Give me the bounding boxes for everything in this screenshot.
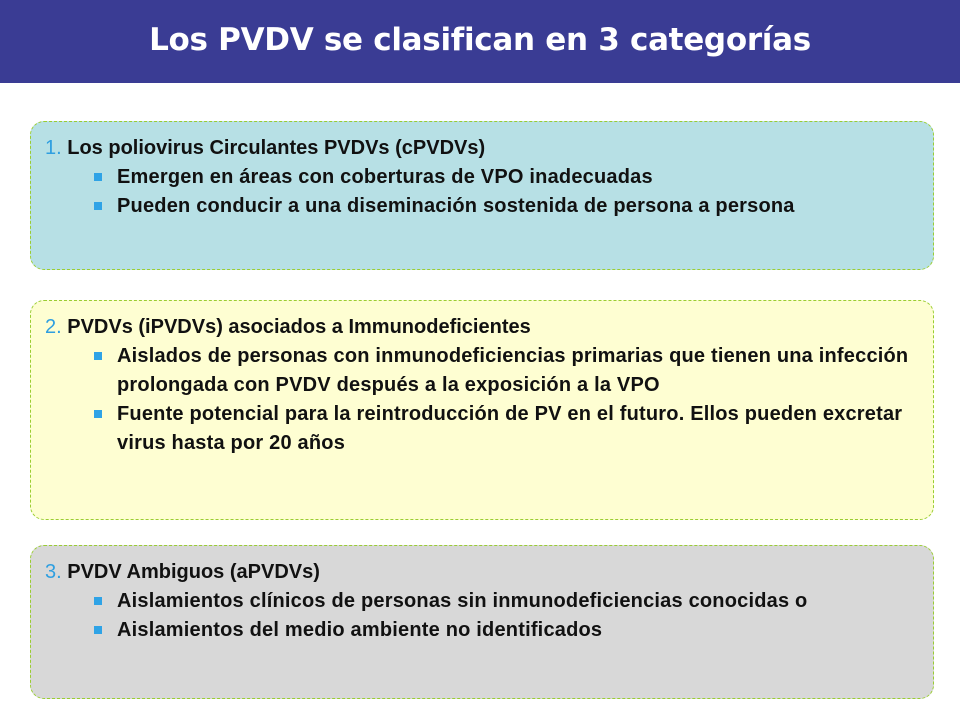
bullet-text: Aislamientos del medio ambiente no identificados	[117, 619, 603, 641]
square-bullet-icon	[94, 597, 102, 605]
category-panel-circulating	[30, 121, 934, 270]
panel-heading-text: PVDVs (iPVDVs) asociados a Immunodeficientes	[67, 316, 531, 338]
panel-number: 3.	[45, 561, 62, 583]
bullet-item	[45, 192, 917, 221]
panel-heading	[45, 558, 917, 587]
square-bullet-icon	[94, 173, 102, 181]
square-bullet-icon	[94, 352, 102, 360]
panel-heading	[45, 134, 917, 163]
panel-heading	[45, 313, 917, 342]
bullet-item	[45, 342, 917, 400]
bullet-text: Pueden conducir a una diseminación sostenida de persona a persona	[117, 195, 795, 217]
square-bullet-icon	[94, 626, 102, 634]
bullet-list	[45, 587, 917, 645]
bullet-list	[45, 163, 917, 221]
bullet-list	[45, 342, 917, 458]
bullet-text: Emergen en áreas con coberturas de VPO inadecuadas	[117, 166, 653, 188]
square-bullet-icon	[94, 410, 102, 418]
bullet-item	[45, 163, 917, 192]
panel-number: 1.	[45, 137, 62, 159]
category-panel-immunodeficient	[30, 300, 934, 520]
slide-title: Los PVDV se clasifican en 3 categorías	[149, 21, 811, 58]
category-panel-ambiguous	[30, 545, 934, 699]
bullet-item	[45, 400, 917, 458]
title-bar	[0, 0, 960, 83]
bullet-item	[45, 616, 917, 645]
bullet-text: Aislados de personas con inmunodeficiencias primarias que tienen una infección prolongada con PVDV después a la exposición a la VPO	[117, 345, 909, 396]
panel-heading-text: PVDV Ambiguos (aPVDVs)	[67, 561, 320, 583]
bullet-text: Fuente potencial para la reintroducción de PV en el futuro. Ellos pueden excretar virus hasta por 20 años	[117, 403, 903, 454]
square-bullet-icon	[94, 202, 102, 210]
bullet-text: Aislamientos clínicos de personas sin inmunodeficiencias conocidas o	[117, 590, 808, 612]
bullet-item	[45, 587, 917, 616]
panel-heading-text: Los poliovirus Circulantes PVDVs (cPVDVs)	[67, 137, 486, 159]
panel-number: 2.	[45, 316, 62, 338]
